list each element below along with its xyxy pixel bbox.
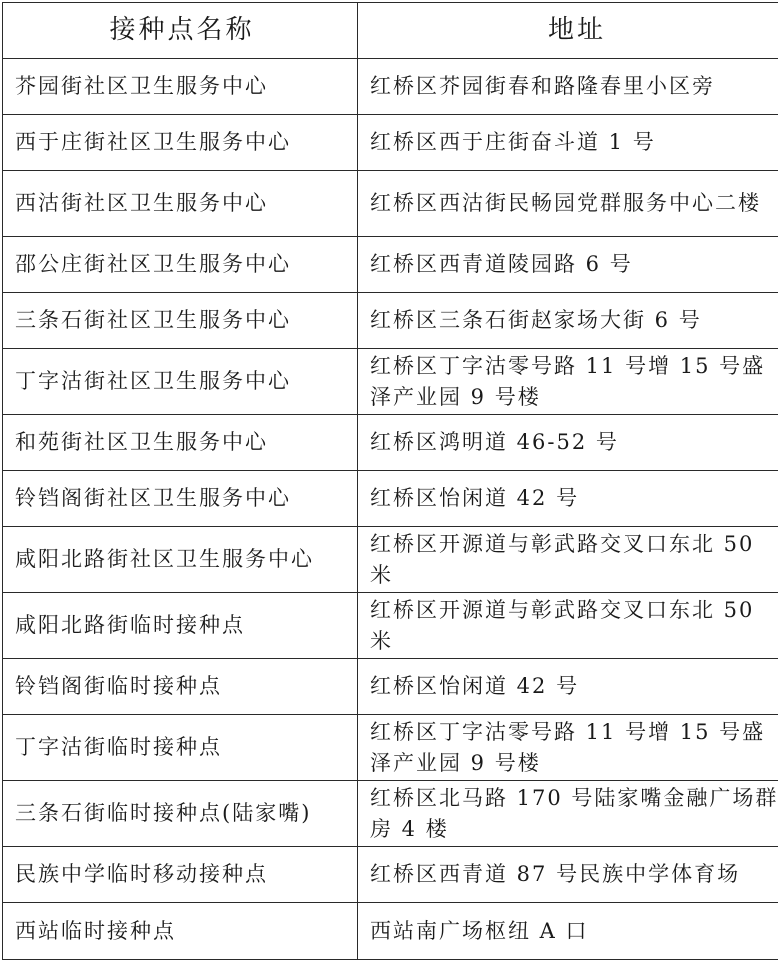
table-row xyxy=(3,293,778,349)
site-name-cell: 民族中学临时移动接种点 xyxy=(3,847,358,903)
site-name-cell: 咸阳北路街临时接种点 xyxy=(3,593,358,659)
table-row xyxy=(3,715,778,781)
table-row xyxy=(3,847,778,903)
table-header-row xyxy=(3,3,778,59)
site-name-cell: 和苑街社区卫生服务中心 xyxy=(3,415,358,471)
table-row xyxy=(3,115,778,171)
site-name-cell: 西站临时接种点 xyxy=(3,903,358,960)
address-cell: 红桥区西沽街民畅园党群服务中心二楼 xyxy=(358,171,778,237)
site-name-cell: 铃铛阁街临时接种点 xyxy=(3,659,358,715)
table-row xyxy=(3,527,778,593)
table-row xyxy=(3,349,778,415)
site-name-cell: 丁字沽街临时接种点 xyxy=(3,715,358,781)
header-site-name: 接种点名称 xyxy=(3,3,358,59)
site-name-cell: 丁字沽街社区卫生服务中心 xyxy=(3,349,358,415)
address-cell: 红桥区丁字沽零号路 11 号增 15 号盛泽产业园 9 号楼 xyxy=(358,715,778,781)
site-name-cell: 西沽街社区卫生服务中心 xyxy=(3,171,358,237)
address-cell: 红桥区西青道陵园路 6 号 xyxy=(358,237,778,293)
table-row xyxy=(3,593,778,659)
table-row xyxy=(3,659,778,715)
table-row xyxy=(3,415,778,471)
table-row xyxy=(3,781,778,847)
address-cell: 红桥区西于庄街奋斗道 1 号 xyxy=(358,115,778,171)
site-name-cell: 西于庄街社区卫生服务中心 xyxy=(3,115,358,171)
address-cell: 红桥区开源道与彰武路交叉口东北 50 米 xyxy=(358,527,778,593)
address-cell: 红桥区西青道 87 号民族中学体育场 xyxy=(358,847,778,903)
table-row xyxy=(3,903,778,960)
table-row xyxy=(3,471,778,527)
address-cell: 红桥区北马路 170 号陆家嘴金融广场群房 4 楼 xyxy=(358,781,778,847)
site-name-cell: 芥园街社区卫生服务中心 xyxy=(3,59,358,115)
vaccination-sites-table xyxy=(2,2,778,960)
address-cell: 红桥区怡闲道 42 号 xyxy=(358,471,778,527)
address-cell: 红桥区怡闲道 42 号 xyxy=(358,659,778,715)
site-name-cell: 咸阳北路街社区卫生服务中心 xyxy=(3,527,358,593)
site-name-cell: 铃铛阁街社区卫生服务中心 xyxy=(3,471,358,527)
address-cell: 红桥区三条石街赵家场大街 6 号 xyxy=(358,293,778,349)
address-cell: 红桥区丁字沽零号路 11 号增 15 号盛泽产业园 9 号楼 xyxy=(358,349,778,415)
site-name-cell: 三条石街临时接种点(陆家嘴) xyxy=(3,781,358,847)
table-row xyxy=(3,237,778,293)
table-row xyxy=(3,59,778,115)
header-address: 地址 xyxy=(358,3,778,59)
address-cell: 西站南广场枢纽 A 口 xyxy=(358,903,778,960)
table-row xyxy=(3,171,778,237)
site-name-cell: 邵公庄街社区卫生服务中心 xyxy=(3,237,358,293)
address-cell: 红桥区鸿明道 46-52 号 xyxy=(358,415,778,471)
address-cell: 红桥区开源道与彰武路交叉口东北 50 米 xyxy=(358,593,778,659)
address-cell: 红桥区芥园街春和路隆春里小区旁 xyxy=(358,59,778,115)
site-name-cell: 三条石街社区卫生服务中心 xyxy=(3,293,358,349)
